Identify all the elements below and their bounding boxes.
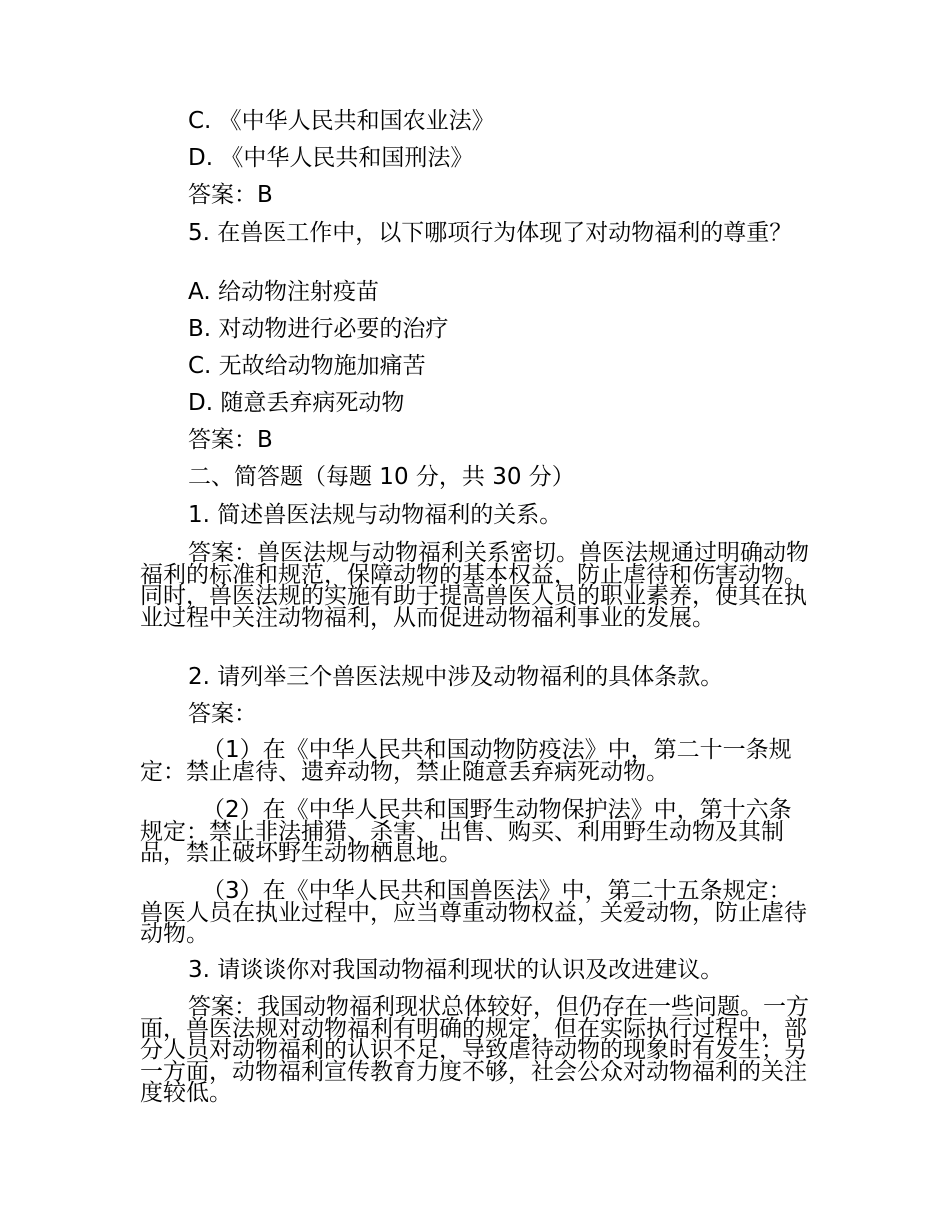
- option-c: C. 《中华人民共和国农业法》: [188, 108, 495, 134]
- q5-option-c: C. 无故给动物施加痛苦: [188, 353, 426, 379]
- answer-item-2: （2）在《中华人民共和国野生动物保护法》中，第十六条规定：禁止非法捕猎、杀害、出售、购买、利用野生动物及其制品，禁止破坏野生动物栖息地。: [140, 797, 792, 867]
- answer-line: 答案：B: [188, 427, 273, 453]
- q5-option-a: A. 给动物注射疫苗: [188, 279, 379, 305]
- section-heading: 二、简答题（每题 10 分，共 30 分）: [188, 464, 575, 490]
- answer-line: 答案：B: [188, 182, 273, 208]
- short-question-1: 1. 简述兽医法规与动物福利的关系。: [188, 502, 563, 528]
- short-question-2: 2. 请列举三个兽医法规中涉及动物福利的具体条款。: [188, 664, 724, 690]
- q5-option-d: D. 随意丢弃病死动物: [188, 390, 405, 416]
- short-answer-1: 答案：兽医法规与动物福利关系密切。兽医法规通过明确动物福利的标准和规范，保障动物的基本权益，防止虐待和伤害动物。同时，兽医法规的实施有助于提高兽医人员的职业素养，使其在执业过程中关注动物福利，从而促进动物福利事业的发展。: [140, 540, 809, 631]
- short-answer-3: 答案：我国动物福利现状总体较好，但仍存在一些问题。一方面，兽医法规对动物福利有明确的规定，但在实际执行过程中，部分人员对动物福利的认识不足，导致虐待动物的现象时有发生；另一方面，动物福利宣传教育力度不够，社会公众对动物福利的关注度较低。: [140, 994, 809, 1107]
- answer-item-3: （3）在《中华人民共和国兽医法》中，第二十五条规定：兽医人员在执业过程中，应当尊重动物权益，关爱动物，防止虐待动物。: [140, 878, 807, 948]
- question-5: 5. 在兽医工作中，以下哪项行为体现了对动物福利的尊重？: [188, 220, 793, 246]
- answer-item-1: （1）在《中华人民共和国动物防疫法》中，第二十一条规定：禁止虐待、遗弃动物，禁止随意丢弃病死动物。: [140, 737, 792, 785]
- q5-option-b: B. 对动物进行必要的治疗: [188, 316, 449, 342]
- short-question-3: 3. 请谈谈你对我国动物福利现状的认识及改进建议。: [188, 957, 724, 983]
- answer-label: 答案：: [188, 701, 257, 727]
- option-d: D. 《中华人民共和国刑法》: [188, 145, 474, 171]
